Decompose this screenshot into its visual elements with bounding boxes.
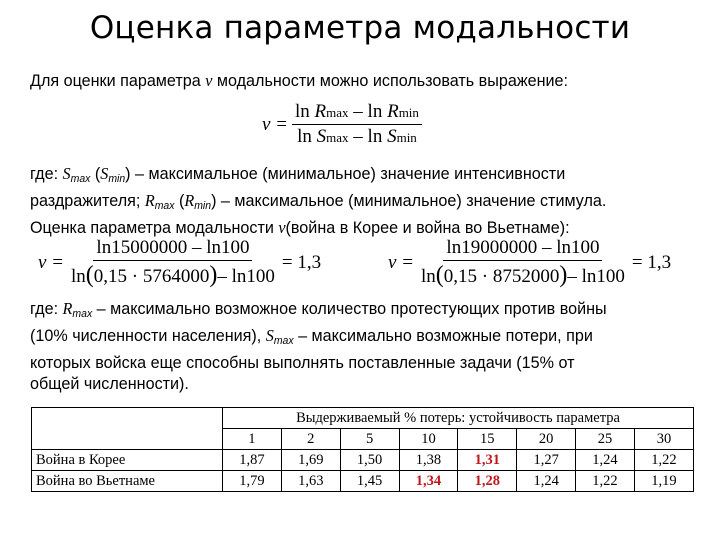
formula-korea: ν = $\frac{\ln 15000000 - \ln 100}{\ln(0,15 \cdot 5764000)- \ln 100}$ = 1,3 <box>38 237 322 288</box>
explanation-2-line-1: где: $R_{max}$ – максимально возможное количество протестующих против войны <box>30 299 607 320</box>
explanation-1 <box>30 163 676 238</box>
nu-symbol: ν <box>205 71 213 90</box>
result: = 1,3 <box>631 252 672 273</box>
intro-before: Для оценки параметра <box>30 71 201 90</box>
intro-text <box>30 70 676 91</box>
main-formula <box>262 101 426 148</box>
page-title: Оценка параметра модальности <box>89 10 631 46</box>
numerator: ln Rmax – ln Rmin <box>292 101 422 125</box>
result: = 1,3 <box>281 252 322 273</box>
table-columns-row: 1 2 5 10 15 20 25 30 <box>32 429 694 450</box>
table-header: Выдерживаемый % потерь: устойчивость параметра <box>223 408 694 429</box>
table-row: Война во Вьетнаме 1,79 1,63 1,45 1,34 1,28 1,24 1,22 1,19 <box>32 471 694 492</box>
explanation-2-line-2: (10% численности населения), $S_{max}$ – максимально возможные потери, при <box>30 326 593 347</box>
explanation-1-line-2: раздражителя; $R_{max}$ $(R_{min})$ – максимальное (минимальное) значение стимула. <box>30 191 607 212</box>
denominator: ln(0,15 · 8752000)– ln100 <box>421 262 625 288</box>
empty-corner-cell <box>32 408 223 450</box>
numerator: ln15000000 – ln100 <box>93 237 252 261</box>
denominator: ln(0,15 · 5764000)– ln100 <box>71 262 275 288</box>
formula-vietnam: ν = $\frac{\ln 19000000 - \ln 100}{\ln(0,15 \cdot 8752000)- \ln 100}$ = 1,3 <box>388 237 672 288</box>
table-row: Война в Корее 1,87 1,69 1,50 1,38 1,31 1,27 1,24 1,22 <box>32 450 694 471</box>
table-header-row <box>32 408 694 429</box>
formula-lhs: ν = <box>262 113 289 135</box>
explanation-1-line-1: где: $S_{max}$ $(S_{min})$ – максимальное (минимальное) значение интенсивности <box>30 164 566 185</box>
explanation-2 <box>30 298 676 394</box>
explanation-1-line-3: Оценка параметра модальности ν(война в Корее и война во Вьетнаме): <box>30 218 570 237</box>
explanation-2-line-4: общей численности). <box>30 374 189 393</box>
numerator: ln19000000 – ln100 <box>443 237 602 261</box>
intro-after: модальности можно использовать выражение: <box>216 71 569 90</box>
explanation-2-line-3: которых войска еще способны выполнять поставленные задачи (15% от <box>30 353 575 372</box>
stability-table <box>31 407 694 492</box>
fraction <box>292 101 422 148</box>
denominator: ln Smax – ln Smin <box>297 126 417 147</box>
